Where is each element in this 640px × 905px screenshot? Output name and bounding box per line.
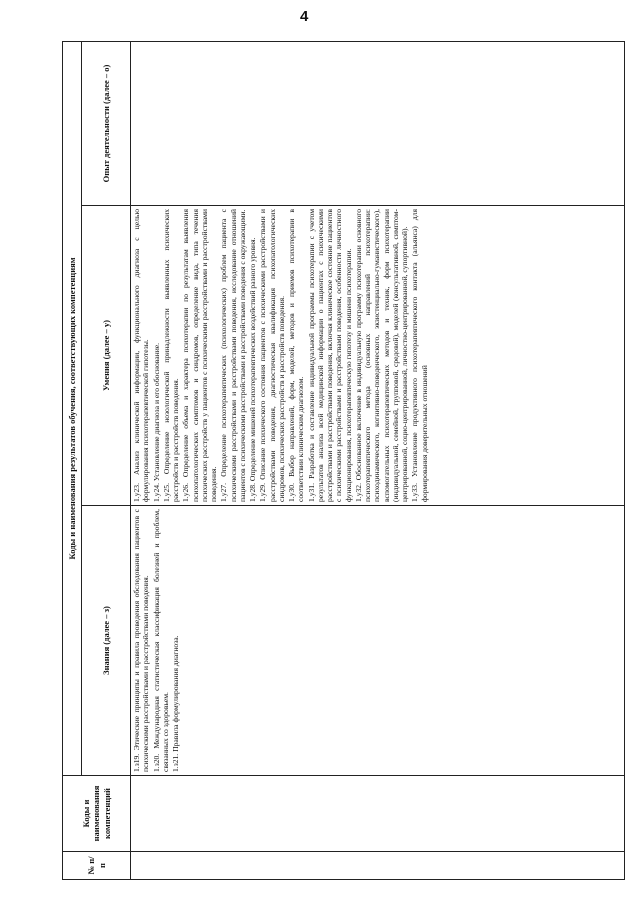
page-number: 4 xyxy=(300,8,309,25)
rotated-table-frame xyxy=(62,42,625,880)
header-experience: Опыт деятельности (далее – о) xyxy=(82,42,131,206)
skill-item: 1.у28. Определение мишеней психотерапевтических воздействий разного уровня. xyxy=(248,237,258,502)
skill-item: 1.у24. Установление диагноза и его обоснование. xyxy=(151,342,161,502)
skill-item: 1.у32. Обоснованное включение в индивидуальную программу психотерапии основного психотерапевтического метода (основных направлений психотерапии: психодинамического, когнитивно-поведенческого, экзистенциально-гуманистического), вспомогательных психотерапевтических методов и техник, форм психотерапии (индивидуальной, семейной, групповой, средовой), моделей (консультативной, симптом-центрированной, социо-центрированной, личностно-центрированной, супортивной). xyxy=(353,209,410,502)
skill-item: 1.у33. Установление продуктивного психотерапевтического контакта (альянса) для формирования доверительных отношений xyxy=(410,209,429,502)
cell-num xyxy=(131,852,625,880)
knowledge-item: 1.з19. Этические принципы и правила проведения обследования пациентов с психическими расстройствами и расстройствами поведения. xyxy=(132,509,151,772)
competency-table xyxy=(62,41,625,880)
cell-code xyxy=(131,776,625,852)
cell-experience xyxy=(131,42,625,206)
header-skills: Умения (далее – у) xyxy=(82,206,131,506)
header-code: Коды и наименования компетенций xyxy=(63,776,131,852)
skill-item: 1.у25. Определение нозологической принадлежности выявленных психических расстройств и расстройств поведения. xyxy=(161,209,181,502)
skill-item: 1.у23. Анализ клинической информации, функционального диагноза с целью формулирования психотерапевтической гипотезы. xyxy=(132,209,151,502)
skill-item: 1.у31. Разработка и составление индивидуальной программы психотерапии с учетом результатов анализа всей медицинской информации о пациентах с психическими расстройствами и расстройствами поведения, включая клиническое состояние пациентов с психическими расстройствами и расстройствами поведения, особенности личностного функционирования, психотерапевтическую гипотезу и мишени психотерапии. xyxy=(306,209,353,502)
cell-skills xyxy=(131,206,625,506)
knowledge-item: 1.з21. Правила формулирования диагноза. xyxy=(171,635,181,772)
header-group: Коды и наименования результатов обучения, соответствующих компетенциям xyxy=(63,42,82,776)
cell-knowledge xyxy=(131,506,625,776)
skill-item: 1.у27. Определение психотерапевтических (психологических) проблем пациента с психическими расстройствами и расстройствами поведения, исследование отношений пациентов с психическими расстройствами и расстройствами поведения с окружающими. xyxy=(219,209,247,502)
skill-item: 1.у30. Выбор направлений, форм, моделей, методов и приемов психотерапии в соответствии клиническим диагнозом. xyxy=(287,209,306,502)
table-row xyxy=(131,42,625,880)
knowledge-item: 1.з20. Международная статистическая классификация болезней и проблем, связанных со здоровьем. xyxy=(151,509,170,772)
skill-item: 1.у29. Описание психического состояния пациентов с психическими расстройствами и расстройствами поведения, диагностическая квалификация психопатологических синдромов, психических расстройств и расстройств поведения. xyxy=(258,209,286,502)
rotated-table-content xyxy=(62,42,625,880)
skill-item: 1.у26. Определение объема и характера психотерапии по результатам выявления психопатологических симптомов и синдромов, определение вида, типа течения психических расстройств у пациентов с психическими расстройствами и расстройствами поведения. xyxy=(181,209,219,502)
header-knowledge: Знания (далее – з) xyxy=(82,506,131,776)
header-num: № п/п xyxy=(63,852,131,880)
